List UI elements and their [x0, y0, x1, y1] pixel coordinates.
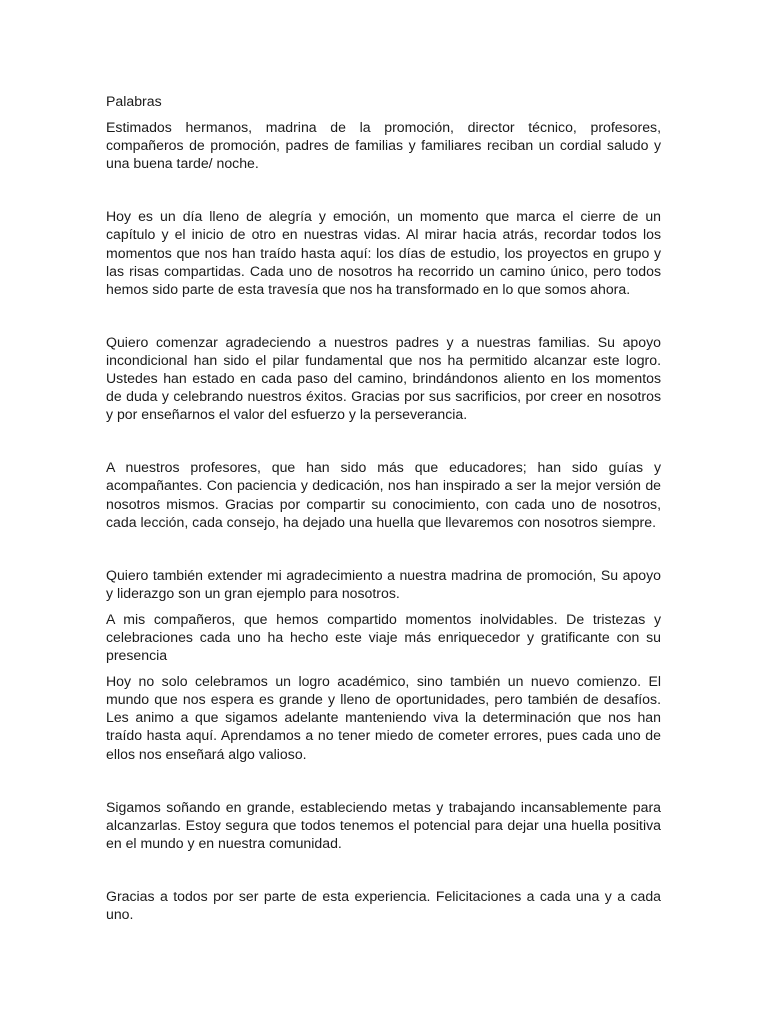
paragraph-teachers: A nuestros profesores, que han sido más que educadores; han sido guías y acompañantes. Con paciencia y dedicación, nos han inspirado a ser la mejor versión de nosotros mismos. Gracias por compartir su conocimiento, con cada uno de nosotros, cada lección, cada consejo, ha dejado una huella que llevaremos con nosotros siempre.	[106, 459, 661, 530]
paragraph-dreams: Sigamos soñando en grande, estableciendo metas y trabajando incansablemente para alcanzarlas. Estoy segura que todos tenemos el potencial para dejar una huella positiva en el mundo y en nuestra comunidad.	[106, 798, 661, 851]
document-page	[106, 92, 661, 923]
paragraph-godmother: Quiero también extender mi agradecimiento a nuestra madrina de promoción, Su apoyo y liderazgo son un gran ejemplo para nosotros.	[106, 566, 661, 601]
paragraph-intro: Hoy es un día lleno de alegría y emoción, un momento que marca el cierre de un capítulo y el inicio de otro en nuestras vidas. Al mirar hacia atrás, recordar todos los momentos que nos han traído hasta aquí: los días de estudio, los proyectos en grupo y las risas compartidas. Cada uno de nosotros ha recorrido un camino único, pero todos hemos sido parte de esta travesía que nos ha transformado en lo que somos ahora.	[106, 208, 661, 297]
document-title: Palabras	[106, 93, 162, 109]
paragraph-greeting: Estimados hermanos, madrina de la promoción, director técnico, profesores, compañeros de promoción, padres de familias y familiares reciban un cordial saludo y una buena tarde/ noche.	[106, 119, 661, 172]
paragraph-new-beginning: Hoy no solo celebramos un logro académico, sino también un nuevo comienzo. El mundo que nos espera es grande y lleno de oportunidades, pero también de desafíos. Les animo a que sigamos adelante manteniendo viva la determinación que nos han traído hasta aquí. Aprendamos a no tener miedo de cometer errores, pues cada uno de ellos nos enseñará algo valioso.	[106, 673, 661, 762]
paragraph-classmates: A mis compañeros, que hemos compartido momentos inolvidables. De tristezas y celebraciones cada uno ha hecho este viaje más enriquecedor y gratificante con su presencia	[106, 610, 661, 664]
paragraph-parents: Quiero comenzar agradeciendo a nuestros padres y a nuestras familias. Su apoyo incondicional han sido el pilar fundamental que nos ha permitido alcanzar este logro. Ustedes han estado en cada paso del camino, brindándonos aliento en los momentos de duda y celebrando nuestros éxitos. Gracias por sus sacrificios, por creer en nosotros y por enseñarnos el valor del esfuerzo y la perseverancia.	[106, 333, 661, 423]
paragraph-closing: Gracias a todos por ser parte de esta experiencia. Felicitaciones a cada una y a cada uno.	[106, 887, 661, 922]
